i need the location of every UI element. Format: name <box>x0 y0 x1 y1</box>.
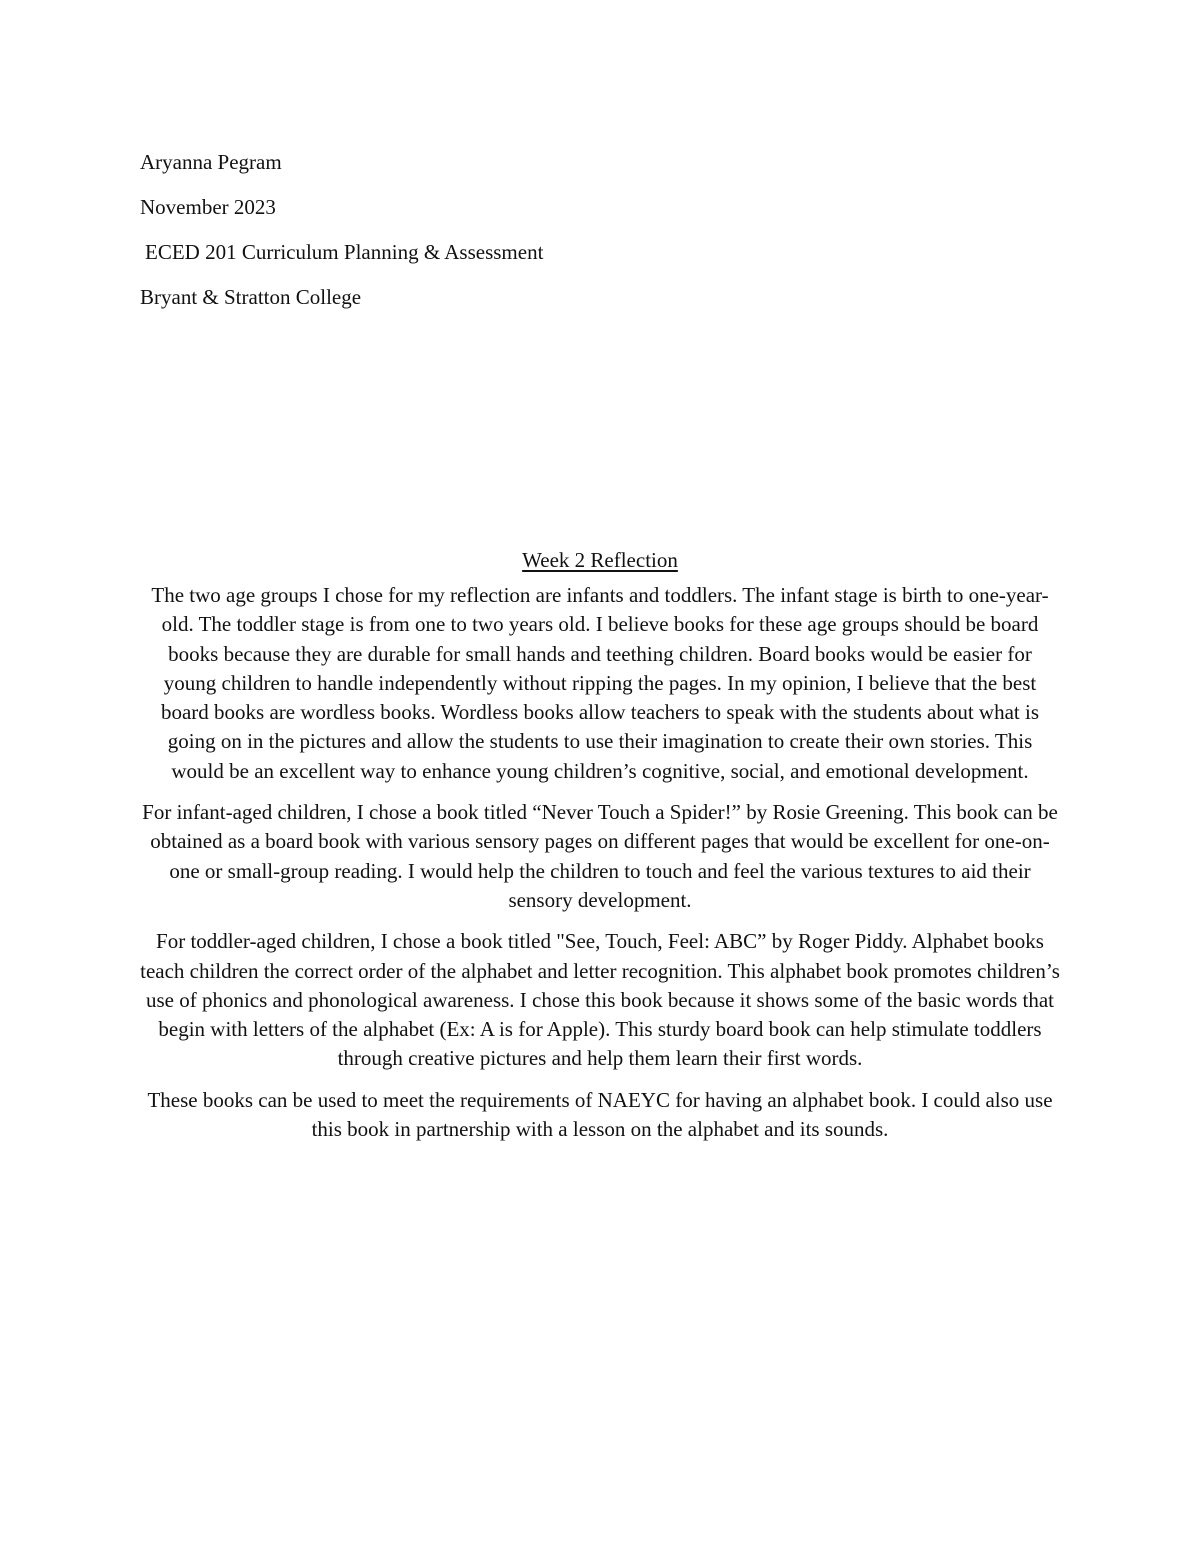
course-name: ECED 201 Curriculum Planning & Assessment <box>145 240 544 264</box>
submission-date: November 2023 <box>140 195 276 219</box>
document-body <box>140 543 1060 1156</box>
header-block <box>140 140 840 320</box>
paragraph-age-groups: The two age groups I chose for my reflection are infants and toddlers. The infant stage is birth to one-year-old. The toddler stage is from one to two years old. I believe books for these age groups should be board books because they are durable for small hands and teething children. Board books would be easier for young children to handle independently without ripping the pages. In my opinion, I believe that the best board books are wordless books. Wordless books allow teachers to speak with the students about what is going on in the pictures and allow the students to use their imagination to create their own stories. This would be an excellent way to enhance young children’s cognitive, social, and emotional development. <box>151 583 1049 783</box>
document-title: Week 2 Reflection <box>522 548 678 572</box>
paragraph-naeyc: These books can be used to meet the requirements of NAEYC for having an alphabet book. I could also use this book in partnership with a lesson on the alphabet and its sounds. <box>147 1087 1053 1142</box>
institution-name: Bryant & Stratton College <box>140 285 362 309</box>
author-name: Aryanna Pegram <box>140 150 282 174</box>
paragraph-infant-book: For infant-aged children, I chose a book titled “Never Touch a Spider!” by Rosie Greening. This book can be obtained as a board book with various sensory pages on different pages that would be excellent for one-on-one or small-group reading. I would help the children to touch and feel the various textures to aid their sensory development. <box>142 800 1058 912</box>
paragraph-toddler-book: For toddler-aged children, I chose a book titled "See, Touch, Feel: ABC” by Roger Piddy. Alphabet books teach children the correct order of the alphabet and letter recognition. This alphabet book promotes children’s use of phonics and phonological awareness. I chose this book because it shows some of the basic words that begin with letters of the alphabet (Ex: A is for Apple). This sturdy board book can help stimulate toddlers through creative pictures and help them learn their first words. <box>140 929 1060 1071</box>
